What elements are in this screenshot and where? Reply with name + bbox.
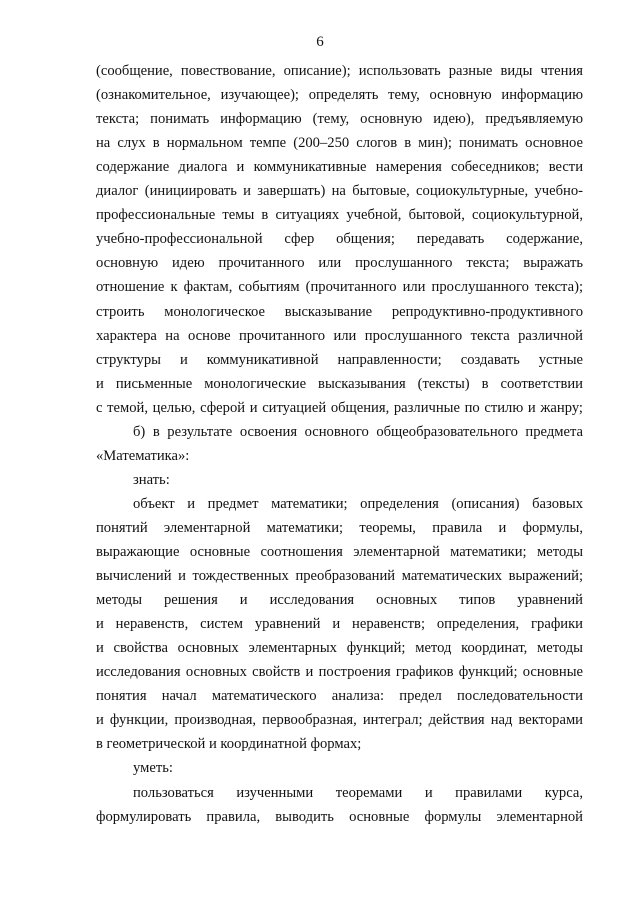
- text-line: вычислений и тождественных преобразований математических выражений;: [96, 568, 583, 585]
- text-line: с темой, целью, сферой и ситуацией общения, различные по стилю и жанру;: [96, 399, 583, 416]
- text-line: текста; понимать информацию (тему, основную идею), предъявляемую: [96, 111, 583, 128]
- text-line: характера на основе прочитанного или прослушанного текста различной: [96, 327, 583, 344]
- text-line: основную идею прочитанного или прослушанного текста; выражать: [96, 255, 583, 272]
- text-line: отношение к фактам, событиям (прочитанного или прослушанного текста);: [96, 279, 583, 296]
- text-line: профессиональные темы в ситуациях учебной, бытовой, социокультурной,: [96, 207, 583, 224]
- text-line: «Математика»:: [96, 447, 190, 464]
- text-line: диалог (инициировать и завершать) на бытовые, социокультурные, учебно-: [96, 183, 583, 200]
- text-line: пользоваться изученными теоремами и правилами курса,: [133, 784, 583, 801]
- text-line: методы решения и исследования основных типов уравнений: [96, 592, 583, 609]
- text-line: выражающие основные соотношения элементарной математики; методы: [96, 544, 583, 560]
- text-line: знать:: [133, 471, 170, 488]
- text-line: исследования основных свойств и построения графиков функций; основные: [96, 664, 583, 681]
- text-line: и неравенств, систем уравнений и неравенств; определения, графики: [96, 616, 583, 633]
- text-line: понятия начал математического анализа: предел последовательности: [96, 688, 583, 705]
- text-line: формулировать правила, выводить основные формулы элементарной: [96, 808, 583, 825]
- text-line: и свойства основных элементарных функций; метод координат, методы: [96, 640, 583, 657]
- text-line: учебно-профессиональной сфер общения; передавать содержание,: [96, 231, 583, 248]
- text-line: содержание диалога и коммуникативные намерения собеседников; вести: [96, 159, 583, 176]
- page-number: 6: [316, 34, 324, 50]
- text-line: понятий элементарной математики; теоремы, правила и формулы,: [96, 519, 583, 536]
- text-line: структуры и коммуникативной направленности; создавать устные: [96, 351, 583, 368]
- text-line: объект и предмет математики; определения (описания) базовых: [133, 495, 583, 512]
- text-line: строить монологическое высказывание репродуктивно-продуктивного: [96, 303, 583, 320]
- text-line: б) в результате освоения основного общеобразовательного предмета: [133, 423, 583, 440]
- text-line: (сообщение, повествование, описание); использовать разные виды чтения: [96, 63, 583, 79]
- text-line: в геометрической и координатной формах;: [96, 736, 362, 753]
- text-line: и функции, производная, первообразная, интеграл; действия над векторами: [96, 712, 583, 729]
- text-line: (ознакомительное, изучающее); определять тему, основную информацию: [96, 87, 583, 104]
- text-line: и письменные монологические высказывания (тексты) в соответствии: [96, 375, 583, 392]
- text-line: на слух в нормальном темпе (200–250 слогов в мин); понимать основное: [96, 135, 583, 152]
- text-line: уметь:: [133, 760, 173, 777]
